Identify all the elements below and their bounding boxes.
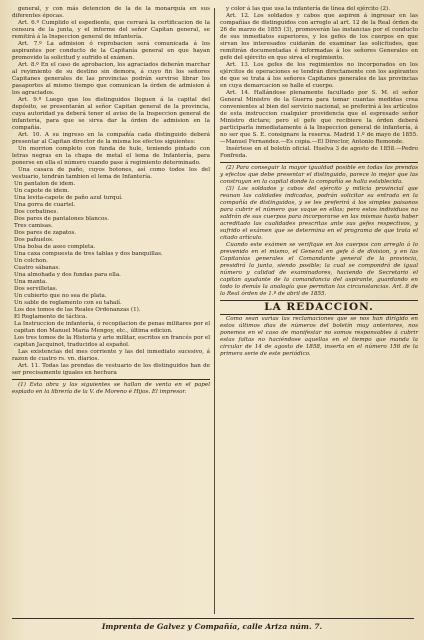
list-item: Un pantalon de idem. <box>14 181 76 187</box>
article-paragraph: general, y con más detencion de la de la monarquía en sus diferentes épocas. <box>12 6 210 19</box>
article-paragraph: Art. 9.º Luego que los distinguidos lleguen á la capital del depósito, se presentarán al señor Capitan general de la provincia, cuya autoridad ya deberá tener el aviso de la Inspeccion general de infantería, para que se sirva dar la órden de admision en la compañía. <box>12 97 210 131</box>
notes-rule <box>220 162 418 163</box>
list-item: Un sable de reglamento con su tahalí. <box>14 300 122 306</box>
article-paragraph: Art. 8.º En el caso de aprobacion, los agraciados deberán marchar al reyimiento de su destino sin demora, á cuyo fin los señores Capitanes generales de las provincias podrán servirse librar los pasaportes al mismo tiempo que comunican la órden de admision á los agraciados. <box>12 62 210 96</box>
list-item: Dos pañuelos. <box>14 237 54 243</box>
list-item: El Reglamento de táctica. <box>14 314 88 320</box>
footnote: (3) Los soldados y cabos del ejército y milicia provincial que reunan las calidades indicadas, podrán solicitar su entrada en la compañía de distinguidos, y se les preferirá á los simples paisanos para cubrir el número que vaque en ellas; pero estos individuos no saldrán de sus cuerpos para incorporarse en las mismas hasta haber acreditado las cualidades prescritas ante sus gefes respectivos, y sufrido el exámen que se determina en el programa de que trata el citado artículo. <box>220 186 418 241</box>
footnote: (2) Para conseguir la mayor igualdad posible en todas las prendas y efectos que debe presentar el distinguido, parece lo mejor que las construyan en la capital donde la compañía se halla establecida. <box>220 165 418 185</box>
list-item: Un capote de idem. <box>14 188 70 194</box>
article-paragraph: Art. 13. Los gefes de los regimientos no incorporados en los ejércitos de operaciones se tendrán directamente con los aspirantes de que se trata á los señores Capitanes generales de las provincias en cuya demarcacion se halle el cuerpo. <box>220 62 418 89</box>
article-paragraph: y color á las que usa la infantería de línea del ejército (2). <box>226 6 391 12</box>
list-item: Dos corbatines. <box>14 209 59 215</box>
printer-imprint: Imprenta de Galvez y Compañía, calle Ariza núm. 7. <box>101 622 323 631</box>
list-item: La Instruccion de infantería, ó recopilacion de penas militares por el capitan don Manuel María Mengoy, etc., última edicion. <box>14 321 210 334</box>
article-paragraph: Un morrion completo con funda de hule, teniendo pintado con letras negras en la chapa de metal el lema de Infantería, para ponerse en ella el número cuando pase á regimiento determinado. <box>12 146 210 166</box>
article-paragraph: Art. 7.º La admision ó reprobacion será comunicada á los aspirantes por conducto de la Capitanía general en que hayan promovido la solicitud y sufrido el exámen. <box>12 41 210 61</box>
article-paragraph: Art. 6.º Cumplido el espediente, que cerrará la certificacion de la censura de la junta, y el informe del señor Capitan general, se remitirá á la Inspeccion general de infantería. <box>12 20 210 40</box>
list-item: Dos pares de zapatos. <box>14 230 77 236</box>
list-item: Dos pares de pantalones blancos. <box>14 216 109 222</box>
list-item: Tres camisas. <box>14 223 53 229</box>
article-paragraph: Insértese en el boletín oficial. Huelva 3 de agosto de 1858.—Pedro Fonfreda. <box>220 146 418 159</box>
list-item: Dos servilletas. <box>14 286 58 292</box>
list-item: Una levita-capote de paño azul turquí. <box>14 195 123 201</box>
right-column <box>220 6 418 358</box>
article-paragraph: Art. 14. Hallándose plenamente facultado por S. M. el señor General Ministro de la Guerra para tomar cuantas medidas crea convenientes al bien del servicio nacional, se preferirá á los artículos de esta instruccion cualquier providencia que el espresado señor Ministro dictare; pero el gefe que recibiere la órden deberá participarla inmediatamente á la Inspeccion general de infantería, á no ser que S. E. consignare la reserva. Madrid 1.º de mayo de 1855.—Manuel Fernandez.—Es copia.—El Director, Antonio Remonde. <box>220 90 418 145</box>
article-paragraph: Art. 12. Los soldados y cabos que aspiren á ingresar en las compañías de distinguidos con arreglo al art. 12 de la Real órden de 26 de marzo de 1855 (3), promoverán las instancias por el conducto de sus inmediatos superiores, y los gefes de los cuerpos en que sirvan los interesados cuidarán de examinar las solicitudes, que remitirán documentadas é informadas á los señores Generales en gefe del ejército en que sirva el regimiento. <box>220 13 418 61</box>
list-item: Una caxa compuesta de tres tablas y dos banquillas. <box>14 251 163 257</box>
left-column <box>12 6 210 396</box>
footer-rule <box>12 618 414 619</box>
footnote-rule <box>12 379 210 380</box>
list-item: Un colchon. <box>14 258 48 264</box>
editorial-notice: Como sean varias las reclamaciones que se nos han dirigido en estos últimos dias de números del boletín muy anteriores, nos ponemos en el caso de manifestar no somos responsables á cubrir estas faltas no haciéndose aquellas en el tiempo que manda la circular de 14 de agosto de 1858, inserta en el número 156 de la primera serie de este periódico. <box>220 316 418 357</box>
list-item: Una bolsa de aseo completa. <box>14 244 96 250</box>
article-paragraph: Art. 11. Todas las prendas de vestuario de los distinguidos han de ser precisamente iguales en hechura <box>12 363 210 376</box>
list-item: Un cubierto que no sea de plata. <box>14 293 107 299</box>
list-item: Una manta. <box>14 279 48 285</box>
section-heading: LA REDACCION. <box>220 300 418 315</box>
article-paragraph: Las existencias del mes corriente y las del inmediato sucesivo, á razon de cuatro rs. vn. diarios. <box>12 349 210 362</box>
column-divider <box>214 8 215 614</box>
list-item: Una almohada y dos fundas para ella. <box>14 272 121 278</box>
article-paragraph: Art. 10. A su ingreso en la compañía cada distinguido deberá presentar al Capitan director de la misma los efectos siguientes: <box>12 132 210 145</box>
footnote: (1) Esta obra y las siguientes se hallan de venta en el papel espiado en la librería de la V. de Moreno é Hijos. El impresor. <box>12 382 210 395</box>
footnote: Cuando este exámen se verifique en los cuerpos con arreglo á lo prevenido en el mismo, el General en gefe ó de division, y en las Capitanías generales el Comandante general de la provincia, presidirá la junta, siendo posible; la cual se compondrá de igual número y calidad de examinadores, haciendo de Secretario el capitan ayudante de la comandancia del aspirante, guardando en todo lo demás la analogía que permitan las circunstancias. Art. 8 de la Real órden de 1.º de abril de 1855. <box>220 242 418 297</box>
list-item: Una gorra de cuartel. <box>14 202 76 208</box>
list-item: Los tres tomos de la Historia y arte militar, escritos en francés por el capitan Jacquinot, traducidos al español. <box>14 335 211 348</box>
list-item: Cuatro sábanas. <box>14 265 60 271</box>
article-paragraph: Una casaca de paño, cuyos botones, así como todos los del vestuario, tendrán tambien el lema de Infantería. <box>12 167 210 180</box>
list-item: Los dos tomos de las Reales Ordenanzas (1). <box>14 307 141 313</box>
